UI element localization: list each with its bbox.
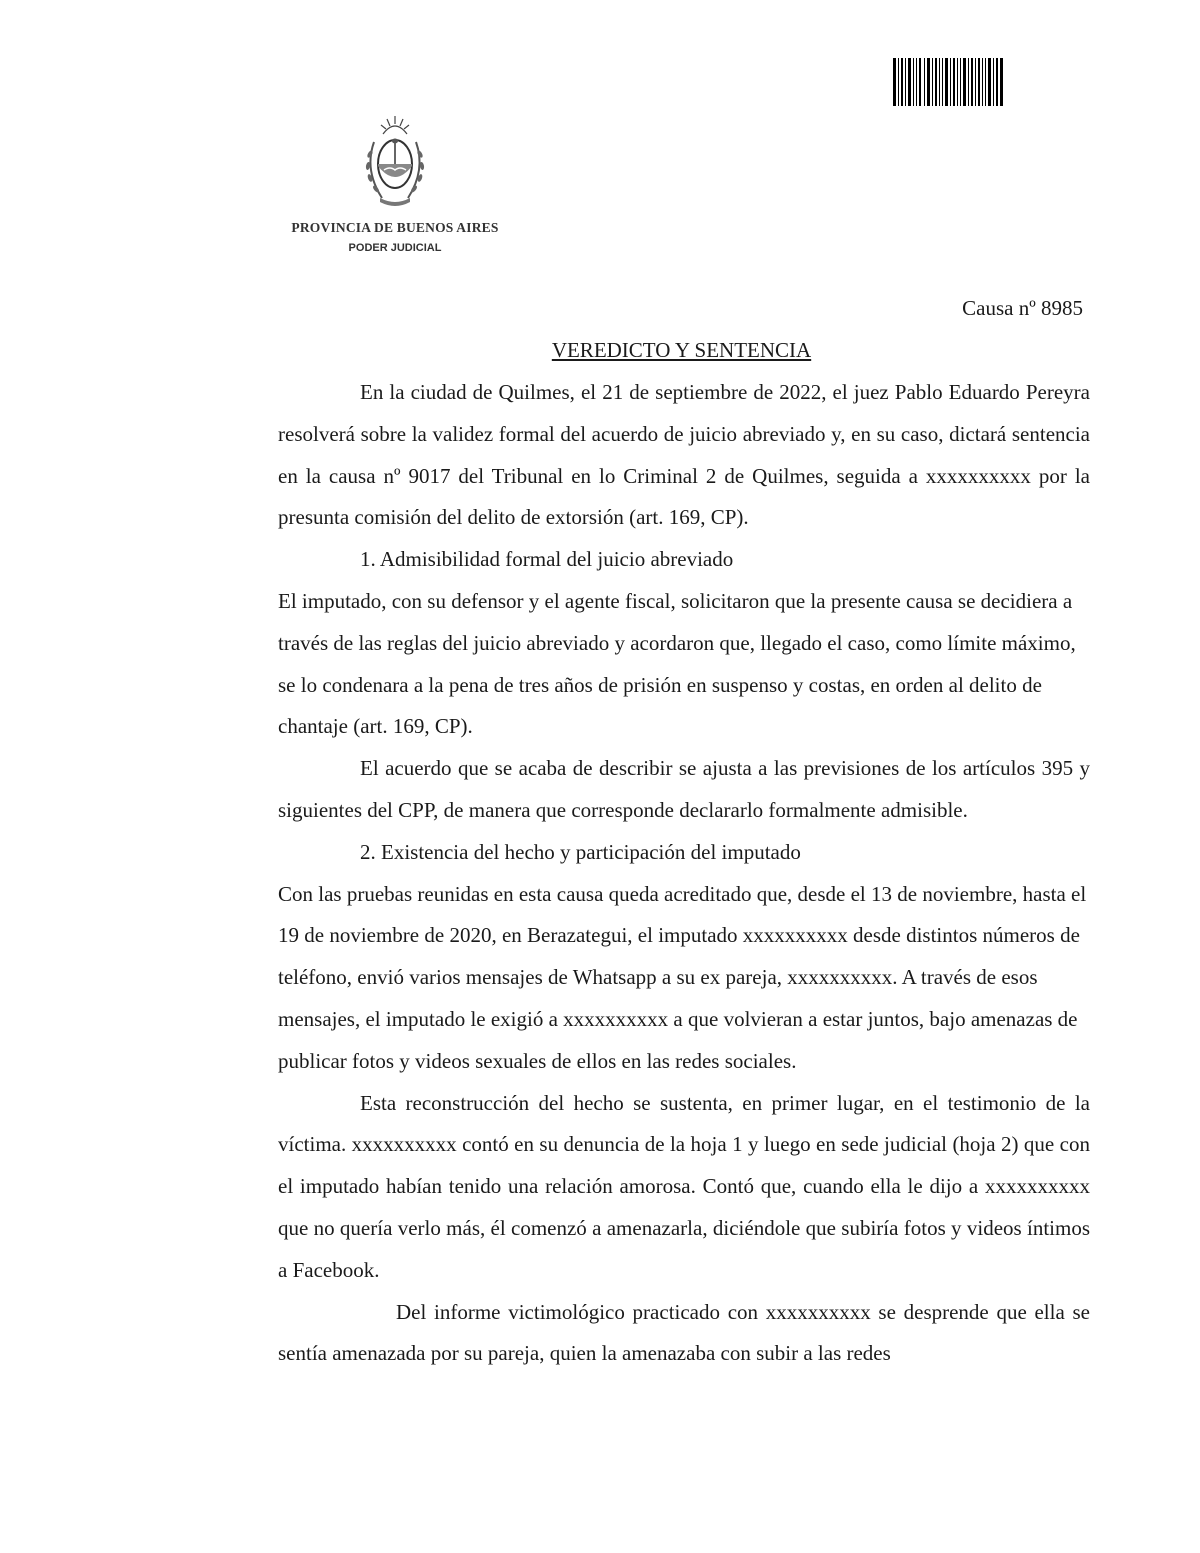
document-body [278, 372, 1090, 1375]
intro-paragraph: En la ciudad de Quilmes, el 21 de septiembre de 2022, el juez Pablo Eduardo Pereyra resolverá sobre la validez formal del acuerdo de juicio abreviado y, en su caso, dictará sentencia en la causa nº 9017 del Tribunal en lo Criminal 2 de Quilmes, seguida a xxxxxxxxxx por la presunta comisión del delito de extorsión (art. 169, CP). [278, 380, 1090, 530]
case-number: Causa nº 8985 [962, 296, 1083, 320]
seal-judiciary-text: PODER JUDICIAL [348, 242, 442, 254]
section-1-paragraph-2: El acuerdo que se acaba de describir se ajusta a las previsiones de los artículos 395 y siguientes del CPP, de manera que corresponde declararlo formalmente admisible. [278, 756, 1090, 822]
section-2-heading: 2. Existencia del hecho y participación del imputado [360, 839, 801, 864]
section-1-paragraph-1: El imputado, con su defensor y el agente fiscal, solicitaron que la presente causa se decidiera a través de las reglas del juicio abreviado y acordaron que, llegado el caso, como límite máximo, se lo condenara a la pena de tres años de prisión en suspenso y costas, en orden al delito de chantaje (art. 169, CP). [278, 588, 1076, 739]
section-1-heading: 1. Admisibilidad formal del juicio abreviado [360, 547, 734, 572]
barcode-image [893, 58, 1003, 106]
section-2-paragraph-3: Del informe victimológico practicado con xxxxxxxxxx se desprende que ella se sentía amenazada por su pareja, quien la amenazaba con subir a las redes [278, 1299, 1090, 1366]
section-2-paragraph-1: Con las pruebas reunidas en esta causa queda acreditado que, desde el 13 de noviembre, hasta el 19 de noviembre de 2020, en Berazategui, el imputado xxxxxxxxxx desde distintos números de teléfono, envió varios mensajes de Whatsapp a su ex pareja, xxxxxxxxxx. A través de esos mensajes, el imputado le exigió a xxxxxxxxxx a que volvieran a estar juntos, bajo amenazas de publicar fotos y videos sexuales de ellos en las redes sociales. [278, 881, 1087, 1073]
seal-province-text: PROVINCIA DE BUENOS AIRES [291, 220, 499, 235]
section-2-paragraph-2: Esta reconstrucción del hecho se sustenta, en primer lugar, en el testimonio de la víctima. xxxxxxxxxx contó en su denuncia de la hoja 1 y luego en sede judicial (hoja 2) que con el imputado habían tenido una relación amorosa. Contó que, cuando ella le dijo a xxxxxxxxxx que no quería verlo más, él comenzó a amenazarla, diciéndole que subiría fotos y videos íntimos a Facebook. [278, 1090, 1090, 1282]
document-title: VEREDICTO Y SENTENCIA [551, 338, 812, 362]
provincial-seal [280, 112, 510, 262]
coat-of-arms-icon [360, 112, 430, 212]
